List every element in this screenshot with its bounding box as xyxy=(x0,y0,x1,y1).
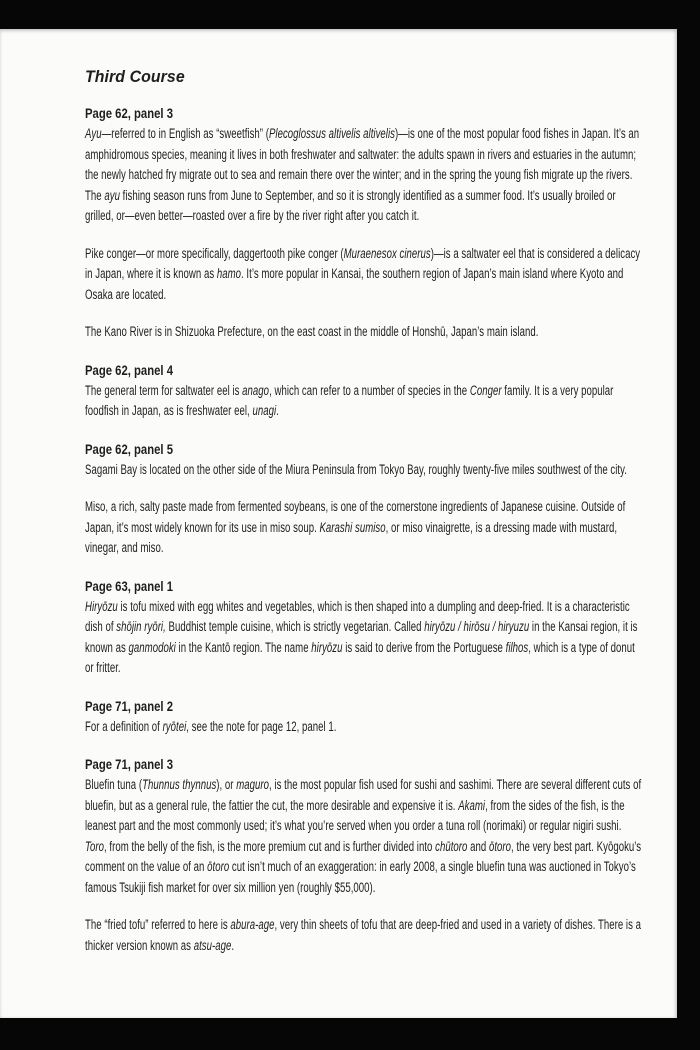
book-page xyxy=(0,29,677,1018)
section-heading xyxy=(85,754,643,775)
text-run: cut isn’t much of an exaggeration: in early 2008, a single bluefin tuna was auctioned in Tokyo’s famous Tsukiji fish market for over six million yen (roughly $55,000). xyxy=(85,859,636,895)
sections xyxy=(85,103,643,956)
text-run: . It’s more popular in Kansai, the southern region of Japan’s main island where Kyoto and Osaka are located. xyxy=(85,266,624,302)
paragraph xyxy=(85,497,643,559)
text-run: For a definition of xyxy=(85,718,163,734)
note-section xyxy=(85,696,643,738)
text-run: ), or xyxy=(216,777,237,792)
note-section xyxy=(85,576,643,679)
section-heading-text: Page 62, panel 4 xyxy=(85,362,173,378)
text-run: The “fried tofu” referred to here is xyxy=(85,917,231,932)
text-run: The general term for saltwater eel is xyxy=(85,382,243,398)
text-run: is tofu mixed with egg whites and vegetables, which is then shaped into a dumpling and deep-fried. It is a characteristic dish of xyxy=(85,598,630,634)
section-heading-text: Page 62, panel 3 xyxy=(85,106,173,121)
paragraph xyxy=(85,915,643,956)
note-section xyxy=(85,439,643,559)
text-run: —referred to in English as “sweetfish” ( xyxy=(101,126,269,141)
italic-term: Toro xyxy=(85,838,105,854)
section-heading xyxy=(85,576,643,597)
italic-term: filhos xyxy=(505,639,529,655)
text-run: family. It is a very popular foodfish in Japan, as is freshwater eel, xyxy=(85,382,614,418)
text-run: , which is a type of donut or fritter. xyxy=(85,639,635,675)
text-run: Miso, a rich, salty paste made from fermented soybeans, is one of the cornerstone ingredients of Japanese cuisine. Outside of Japan, it’s most widely known for its use in miso soup. xyxy=(85,499,626,535)
text-run: and xyxy=(467,838,489,854)
section-heading-text: Page 71, panel 3 xyxy=(85,757,173,772)
page-title xyxy=(85,66,643,88)
text-run: Pike conger—or more specifically, daggertooth pike conger ( xyxy=(85,245,344,261)
text-run: . xyxy=(276,403,279,418)
section-heading xyxy=(85,360,643,381)
italic-term: ayu xyxy=(104,187,120,203)
paragraph xyxy=(85,381,643,422)
section-heading xyxy=(85,696,643,717)
italic-term: hamo xyxy=(216,266,242,281)
text-run: , or miso vinaigrette, is a dressing made with mustard, vinegar, and miso. xyxy=(85,519,618,555)
note-section xyxy=(85,103,643,343)
text-run: )—is a saltwater eel that is considered a delicacy in Japan, where it is known as xyxy=(85,245,641,281)
text-run: The Kano River is in Shizuoka Prefecture, on the east coast in the middle of Honshū, Japan’s main island. xyxy=(85,324,539,339)
text-run: Bluefin tuna ( xyxy=(85,777,143,792)
italic-term: ryōtei xyxy=(162,718,187,734)
text-run: is said to derive from the Portuguese xyxy=(342,639,506,655)
text-run: Sagami Bay is located on the other side of the Miura Peninsula from Tokyo Bay, roughly twenty-five miles southwest of the city. xyxy=(85,461,627,477)
text-run: , from the belly of the fish, is the more premium cut and is further divided into xyxy=(104,838,436,854)
text-run: . xyxy=(231,937,235,953)
paragraph xyxy=(85,717,643,738)
paragraph xyxy=(85,244,643,306)
text-run: , very thin sheets of tofu that are deep-fried and used in a variety of dishes. There is a thicker version known as xyxy=(85,917,641,953)
italic-term: hiryōzu / hirōsu / hiryuzu xyxy=(424,619,530,634)
italic-term: Karashi sumiso xyxy=(319,519,386,535)
italic-term: maguro xyxy=(236,777,270,792)
italic-term: Muraenesox cinerus xyxy=(343,245,431,261)
italic-term: unagi xyxy=(252,403,277,418)
section-heading xyxy=(85,103,643,124)
text-run: Buddhist temple cuisine, which is strictly vegetarian. Called xyxy=(165,619,425,634)
paragraph xyxy=(85,460,643,481)
text-run: fishing season runs from June to September, and so it is strongly identified as a summer food. It’s usually broiled or grilled, or—even better—roasted over a fire by the river right after you catch it. xyxy=(85,187,616,223)
italic-term: chūtoro xyxy=(435,838,468,854)
text-run: , is the most popular fish used for sushi and sashimi. There are several different cuts of bluefin, but as a general rule, the fattier the cut, the more desirable and expensive it is. xyxy=(85,777,642,813)
italic-term: hiryōzu xyxy=(311,639,343,655)
text-run: , from the sides of the fish, is the leanest part and the most commonly used; it’s what you’re served when you order a tuna roll (norimaki) or regular nigiri sushi. xyxy=(85,797,625,833)
section-heading-text: Page 62, panel 5 xyxy=(85,441,173,457)
text-run: )—is one of the most popular food fishes in Japan. It’s an amphidromous species, meaning it lives in both freshwater and saltwater: the adults spawn in rivers and estuaries in the autumn; the newly hatched fry migrate out to sea and remain there over the winter; and in the spring the young fish migrate up the rivers. The xyxy=(85,126,640,203)
italic-term: anago xyxy=(242,382,270,398)
italic-term: Plecoglossus altivelis altivelis xyxy=(268,126,395,141)
italic-term: Ayu xyxy=(85,126,102,141)
text-run: , the very best part. Kyōgoku’s comment on the value of an xyxy=(85,838,642,874)
text-run: in the Kantō region. The name xyxy=(175,639,312,655)
text-run: , see the note for page 12, panel 1. xyxy=(186,718,337,734)
page-title-text: Third Course xyxy=(85,67,185,86)
section-heading-text: Page 71, panel 2 xyxy=(85,698,173,714)
italic-term: ōtoro xyxy=(207,859,230,874)
page-content xyxy=(85,66,643,973)
italic-term: atsu-age xyxy=(193,937,232,953)
paragraph xyxy=(85,775,643,898)
section-heading xyxy=(85,439,643,460)
note-section xyxy=(85,360,643,422)
paragraph xyxy=(85,124,643,227)
text-run: in the Kansai region, it is known as xyxy=(85,619,638,655)
section-heading-text: Page 63, panel 1 xyxy=(85,578,173,594)
italic-term: Thunnus thynnus xyxy=(142,777,217,792)
italic-term: Hiryōzu xyxy=(85,598,118,614)
text-run: , which can refer to a number of species in the xyxy=(269,382,470,398)
italic-term: Akami xyxy=(458,797,486,813)
italic-term: Conger xyxy=(469,382,502,398)
paragraph xyxy=(85,322,643,343)
note-section xyxy=(85,754,643,956)
italic-term: abura-age xyxy=(230,917,275,932)
italic-term: ganmodoki xyxy=(128,639,176,655)
paragraph xyxy=(85,597,643,679)
italic-term: shōjin ryōri, xyxy=(116,619,166,634)
italic-term: ōtoro xyxy=(488,838,512,854)
